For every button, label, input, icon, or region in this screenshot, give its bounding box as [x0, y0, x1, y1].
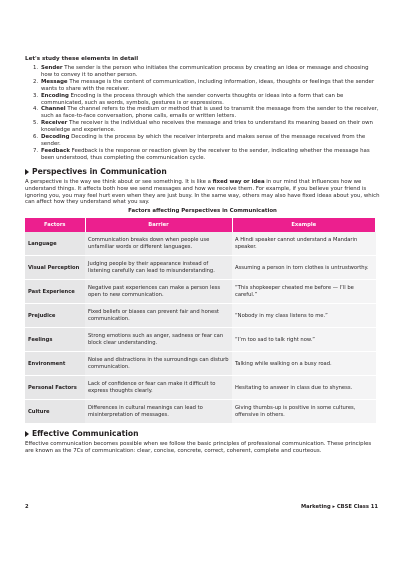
perspectives-paragraph: A perspective is the way we think about or see something. It is like a fixed way or idea in our mind that influences how we understand things. It affects both how we send messages and how we receive them. For example, if you believe your friend is ignoring you, you may feel hurt even when they are just busy. In the same way, others may also have fixed ideas about you, which can affect how they understand what you say. — [25, 178, 380, 206]
running-title: Marketing ▸ CBSE Class 11 — [300, 504, 378, 510]
term: Encoding — [41, 92, 69, 99]
table-row: Personal Factors Lack of confidence or fear can make it difficult to express thoughts clearly. Hesitating to answer in class due to shyness. — [25, 376, 376, 400]
table-row: Visual Perception Judging people by their appearance instead of listening carefully can lead to misunderstanding. Assuming a person in torn clothes is untrustworthy. — [25, 256, 376, 280]
elements-heading: Let's study these elements in detail — [25, 56, 139, 62]
table-caption: Factors affecting Perspectives in Communication — [128, 208, 277, 215]
effective-heading: Effective Communication — [25, 429, 380, 439]
list-item: 6. Decoding Decoding is the process by which the receiver interprets and makes sense of the message received from the sender. — [33, 134, 366, 147]
table-row: Feelings Strong emotions such as anger, sadness or fear can block clear understanding. “I’m too sad to talk right now.” — [25, 328, 376, 352]
factors-table — [25, 218, 376, 424]
column-header: Factors — [25, 218, 85, 232]
list-item: 4. Channel The channel refers to the medium or method that is used to transmit the message from the sender to the receiver, such as face-to-face conversation, phone calls, emails or written letters. — [33, 106, 379, 120]
effective-paragraph: Effective communication becomes possible when we follow the basic principles of professional communication. These principles are known as the 7Cs of communication: clear, concise, concrete, correct, coherent, complete and courteous. — [25, 441, 372, 455]
perspectives-heading: Perspectives in Communication — [25, 167, 380, 177]
table-row: Past Experience Negative past experiences can make a person less open to new communication. “This shopkeeper cheated me before — I’ll be careful.” — [25, 280, 376, 304]
list-item: 2. Message The message is the content of communication, including information, ideas, thoughts or feelings that the sender wants to share with the receiver. — [33, 78, 375, 92]
term: Message — [41, 78, 68, 85]
triangle-bullet-icon — [25, 431, 29, 437]
column-header: Example — [232, 218, 376, 232]
table-row: Language Communication breaks down when people use unfamiliar words or different languages. A Hindi speaker cannot understand a Mandarin speaker. — [25, 232, 376, 256]
elements-list — [25, 65, 380, 162]
table-header-row — [25, 218, 376, 232]
table-row: Prejudice Fixed beliefs or biases can prevent fair and honest communication. “Nobody in my class listens to me.” — [25, 304, 376, 328]
triangle-bullet-icon — [25, 169, 29, 175]
page-footer — [25, 504, 378, 511]
list-item: 3. Encoding Encoding is the process through which the sender converts thoughts or ideas into a form that can be communicated, such as words, symbols, gestures is or expressions. — [33, 92, 344, 106]
table-row: Culture Differences in cultural meanings can lead to misinterpretation of messages. Giving thumbs-up is positive in some cultures, offensive in others. — [25, 400, 376, 424]
term: Decoding — [41, 134, 70, 141]
term: Sender — [41, 65, 63, 71]
table-row: Environment Noise and distractions in the surroundings can disturb communication. Talking while walking on a busy road. — [25, 352, 376, 376]
list-item: 1. Sender The sender is the person who initiates the communication process by creating an idea or message and choosing how to convey it to another person. — [33, 65, 369, 78]
page-number: 2 — [25, 504, 29, 510]
list-item: 7. Feedback Feedback is the response or reaction given by the receiver to the sender, indicating whether the message has been understood, thus completing the communication cycle. — [33, 147, 370, 161]
term: Feedback — [41, 147, 70, 154]
list-item: 5. Receiver The receiver is the individual who receives the message and tries to understand its meaning based on their own knowledge and experience. — [33, 120, 373, 134]
column-header: Barrier — [85, 218, 232, 232]
term: Channel — [41, 106, 66, 113]
term: Receiver — [41, 120, 68, 127]
